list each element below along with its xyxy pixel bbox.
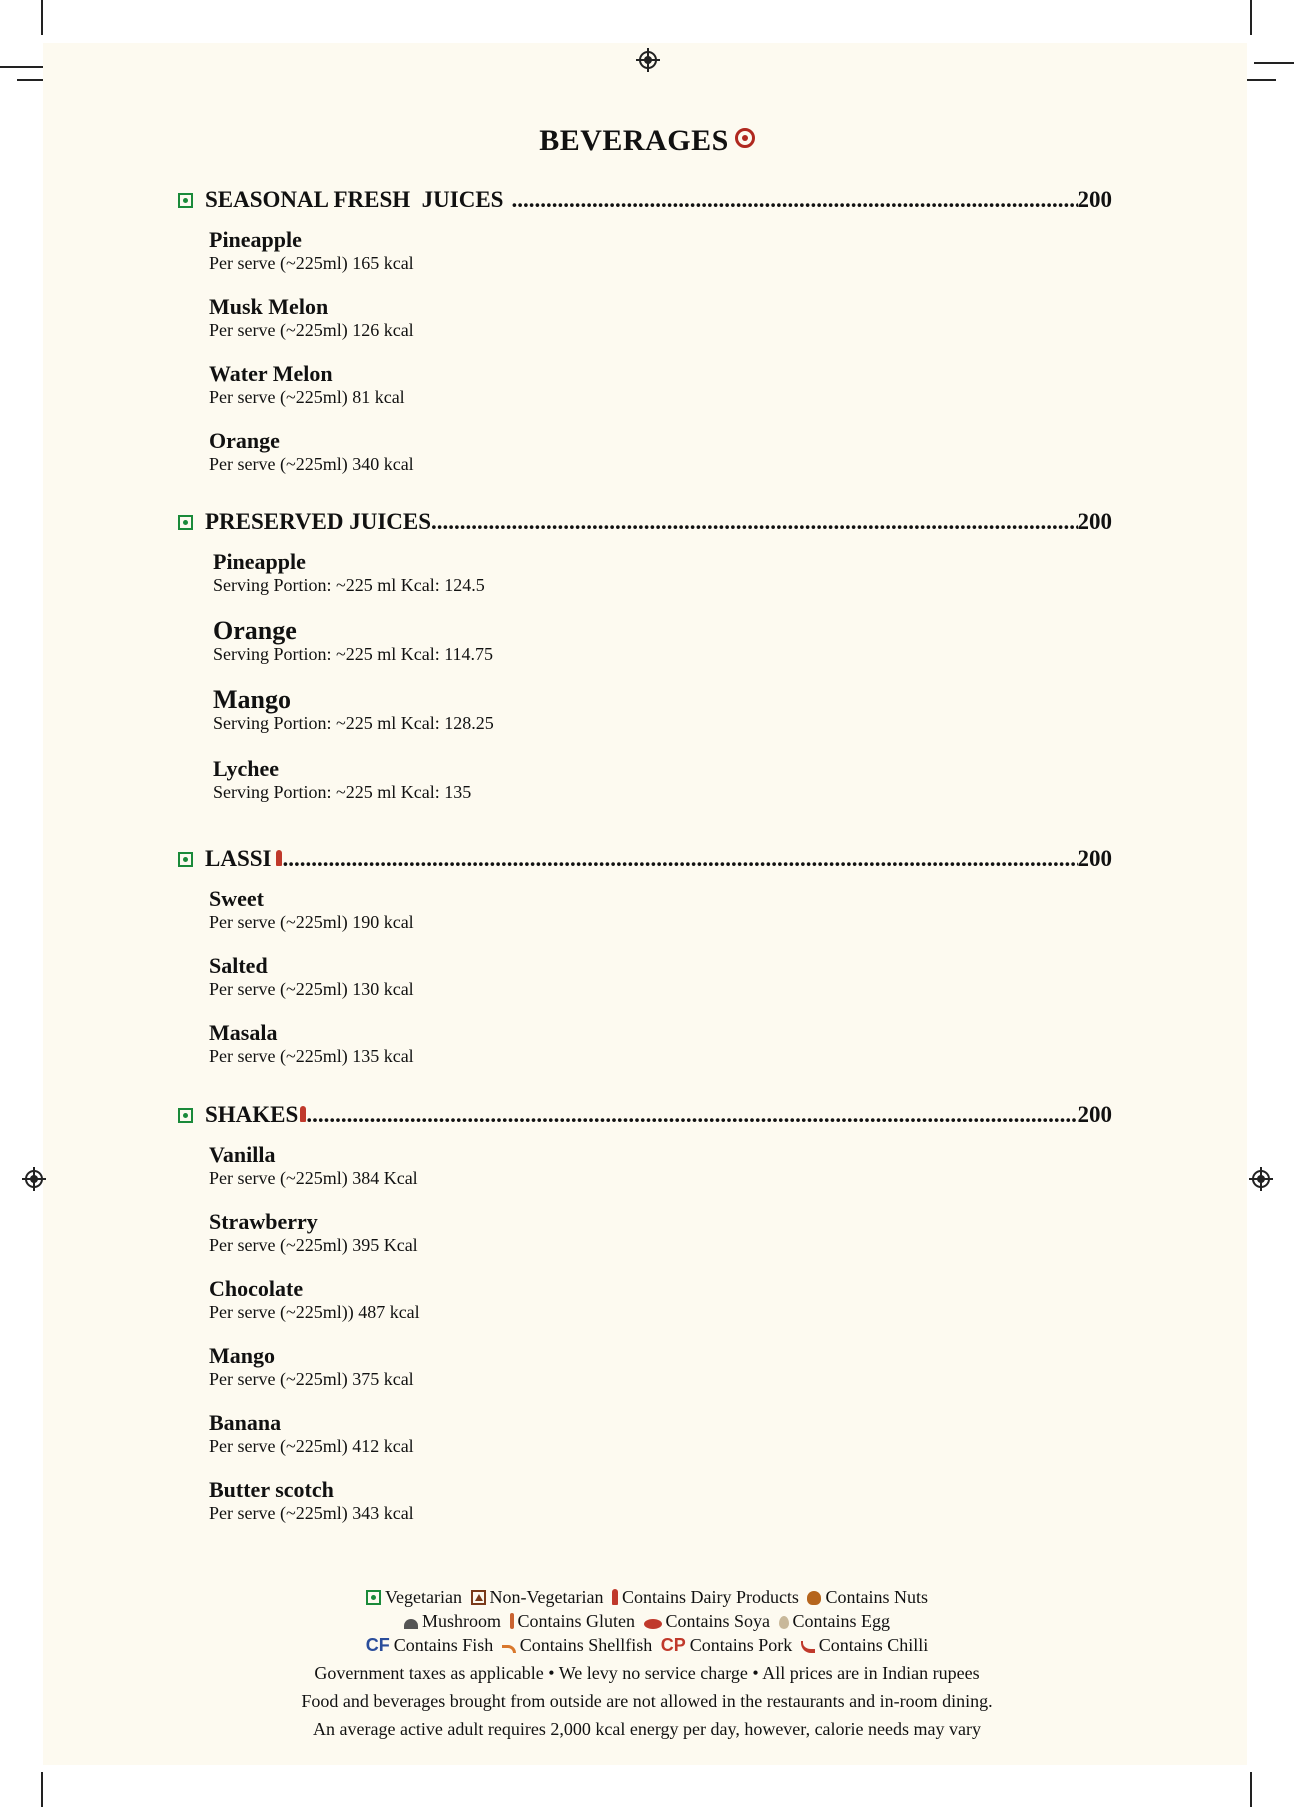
item-description: Per serve (~225ml) 190 kcal: [209, 912, 414, 932]
menu-item: [209, 428, 1112, 475]
item-name: Orange: [213, 616, 297, 645]
item-description: Per serve (~225ml) 81 kcal: [209, 387, 405, 407]
item-name: Masala: [209, 1020, 278, 1045]
item-list: [209, 227, 1112, 475]
item-name: Pineapple: [213, 549, 306, 574]
section-heading: [178, 1102, 1112, 1128]
crop-mark: [0, 66, 45, 68]
section-price: 200: [1077, 846, 1112, 871]
pork-icon: CP: [660, 1635, 686, 1655]
item-description: Per serve (~225ml) 395 Kcal: [209, 1235, 418, 1255]
section-heading: [178, 846, 1112, 872]
menu-item: [209, 1410, 1112, 1457]
crop-mark: [41, 0, 43, 35]
legend-label: Contains Shellfish: [519, 1635, 653, 1655]
item-name: Water Melon: [209, 361, 333, 386]
nuts-icon: [807, 1591, 821, 1605]
soya-icon: [644, 1619, 662, 1629]
menu-item: [213, 687, 1112, 734]
item-description: Per serve (~225ml)) 487 kcal: [209, 1302, 420, 1322]
menu-item: [209, 1209, 1112, 1256]
crop-mark: [1250, 1772, 1252, 1807]
item-name: Banana: [209, 1410, 282, 1435]
menu-item: [209, 886, 1112, 933]
item-description: Per serve (~225ml) 384 Kcal: [209, 1168, 418, 1188]
item-name: Sweet: [209, 886, 264, 911]
legend-row: [0, 1633, 1294, 1657]
item-name: Mango: [213, 685, 291, 714]
vegetarian-icon: [178, 193, 193, 208]
fish-icon: CF: [365, 1635, 390, 1655]
crop-mark: [1246, 79, 1276, 81]
item-list: [213, 549, 1112, 803]
menu-item: [209, 953, 1112, 1000]
section-shakes: [178, 1102, 1112, 1524]
leader-dots: [511, 187, 1077, 213]
item-name: Pineapple: [209, 227, 302, 252]
crop-mark: [1250, 0, 1252, 35]
item-name: Lychee: [213, 756, 279, 781]
section-title: SHAKES: [205, 1102, 299, 1127]
page-title: [0, 124, 1294, 158]
menu-item: [209, 1477, 1112, 1524]
item-description: Per serve (~225ml) 126 kcal: [209, 320, 414, 340]
non-vegetarian-icon: [471, 1590, 486, 1605]
item-description: Per serve (~225ml) 130 kcal: [209, 979, 414, 999]
menu-item: [209, 227, 1112, 274]
registration-mark-icon: [25, 1170, 43, 1188]
item-name: Butter scotch: [209, 1477, 334, 1502]
section-heading: [178, 187, 1112, 213]
allergen-legend: [0, 1585, 1294, 1743]
legend-row: [0, 1609, 1294, 1633]
footer-note: Government taxes as applicable • We levy no service charge • All prices are in Indian rupees: [314, 1663, 980, 1683]
vegetarian-icon: [178, 1108, 193, 1123]
crop-mark: [1254, 62, 1294, 64]
item-name: Orange: [209, 428, 280, 453]
registration-mark-icon: [1252, 1170, 1270, 1188]
section-seasonal-fresh-juices: [178, 187, 1112, 475]
gluten-icon: [510, 1613, 514, 1629]
chilli-icon: [801, 1641, 815, 1653]
section-lassi: [178, 846, 1112, 1067]
item-name: Salted: [209, 953, 268, 978]
egg-icon: [779, 1616, 789, 1629]
legend-label: Mushroom: [421, 1611, 501, 1631]
legend-label: Contains Soya: [665, 1611, 771, 1631]
item-name: Vanilla: [209, 1142, 276, 1167]
section-price: 200: [1077, 1102, 1112, 1127]
leader-dots: [431, 509, 1077, 535]
menu-item: [213, 618, 1112, 665]
shellfish-icon: [502, 1645, 516, 1653]
legend-label: Contains Egg: [792, 1611, 891, 1631]
section-heading: [178, 509, 1112, 535]
vegetarian-icon: [178, 515, 193, 530]
section-price: 200: [1077, 509, 1112, 534]
menu-item: [209, 1276, 1112, 1323]
menu-item: [209, 1142, 1112, 1189]
legend-label: Contains Nuts: [825, 1587, 928, 1607]
item-name: Strawberry: [209, 1209, 318, 1234]
legend-label: Contains Dairy Products: [621, 1587, 799, 1607]
crop-mark: [41, 1772, 43, 1807]
legend-row: [0, 1585, 1294, 1609]
menu-item: [209, 361, 1112, 408]
legend-label: Vegetarian: [385, 1587, 462, 1607]
section-title: PRESERVED JUICES: [205, 509, 432, 534]
item-description: Serving Portion: ~225 ml Kcal: 114.75: [213, 644, 494, 664]
section-preserved-juices: [178, 509, 1112, 803]
vegetarian-icon: [366, 1590, 381, 1605]
item-name: Chocolate: [209, 1276, 304, 1301]
legend-label: Contains Fish: [393, 1635, 494, 1655]
footer-note: Food and beverages brought from outside are not allowed in the restaurants and in-room dining.: [301, 1691, 993, 1711]
legend-label: Contains Chilli: [818, 1635, 929, 1655]
item-list: [209, 886, 1112, 1067]
leader-dots: [306, 1102, 1077, 1128]
item-description: Serving Portion: ~225 ml Kcal: 135: [213, 782, 472, 802]
item-name: Musk Melon: [209, 294, 329, 319]
chef-special-icon: [735, 128, 755, 148]
dairy-icon: [612, 1589, 618, 1605]
item-description: Per serve (~225ml) 412 kcal: [209, 1436, 414, 1456]
item-description: Per serve (~225ml) 375 kcal: [209, 1369, 414, 1389]
menu-item: [209, 294, 1112, 341]
menu-item: [213, 756, 1112, 803]
item-list: [209, 1142, 1112, 1524]
item-description: Serving Portion: ~225 ml Kcal: 124.5: [213, 575, 485, 595]
item-description: Serving Portion: ~225 ml Kcal: 128.25: [213, 713, 494, 733]
item-description: Per serve (~225ml) 343 kcal: [209, 1503, 414, 1523]
section-price: 200: [1077, 187, 1112, 212]
vegetarian-icon: [178, 852, 193, 867]
item-description: Per serve (~225ml) 165 kcal: [209, 253, 414, 273]
item-description: Per serve (~225ml) 135 kcal: [209, 1046, 414, 1066]
registration-mark-icon: [639, 51, 657, 69]
section-title: LASSI: [205, 846, 272, 871]
leader-dots: [282, 846, 1077, 872]
legend-label: Contains Gluten: [517, 1611, 635, 1631]
legend-label: Non-Vegetarian: [489, 1587, 604, 1607]
menu-item: [213, 549, 1112, 596]
menu-item: [209, 1343, 1112, 1390]
footer-note: An average active adult requires 2,000 kcal energy per day, however, calorie needs may vary: [313, 1719, 981, 1739]
section-title: SEASONAL FRESH JUICES: [205, 187, 504, 212]
legend-label: Contains Pork: [689, 1635, 793, 1655]
menu-item: [209, 1020, 1112, 1067]
mushroom-icon: [404, 1619, 418, 1629]
page-title-text: BEVERAGES: [539, 124, 729, 157]
item-name: Mango: [209, 1343, 275, 1368]
item-description: Per serve (~225ml) 340 kcal: [209, 454, 414, 474]
